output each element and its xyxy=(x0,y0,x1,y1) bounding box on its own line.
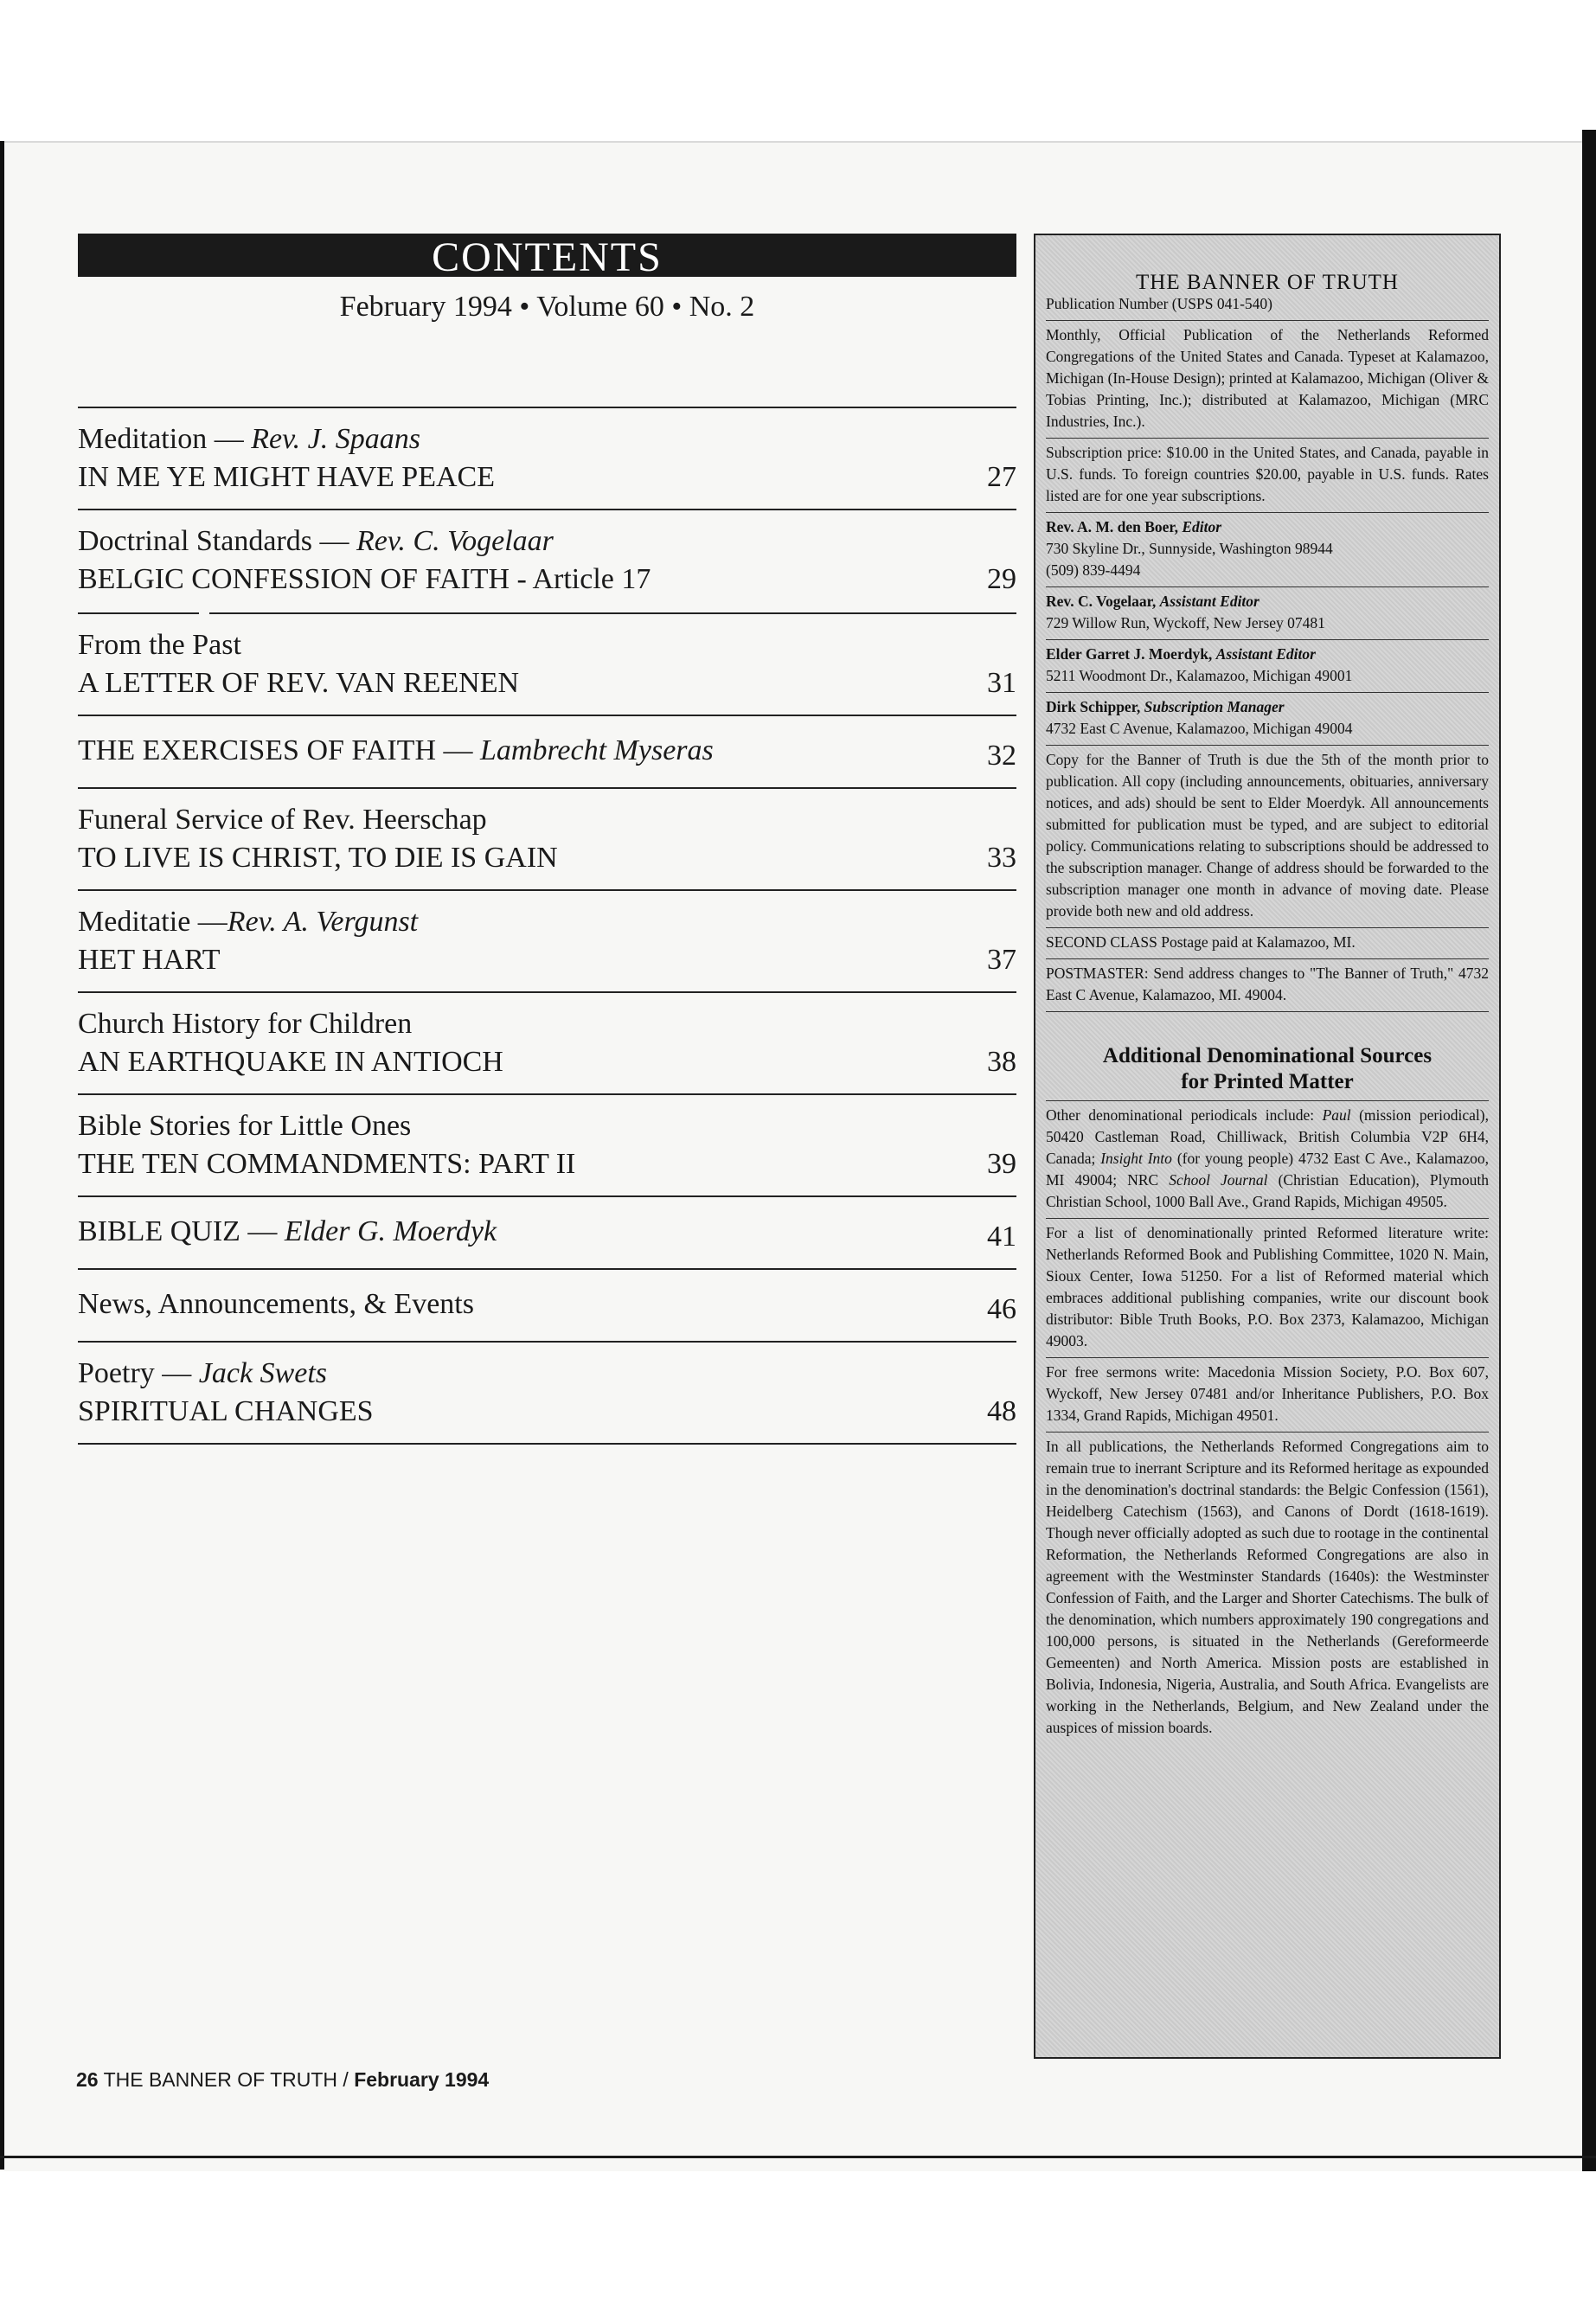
toc-entry-title: AN EARTHQUAKE IN ANTIOCH xyxy=(78,1046,503,1078)
contents-column xyxy=(78,234,1016,1445)
masthead-divider xyxy=(1046,745,1489,746)
masthead-divider xyxy=(1046,512,1489,513)
toc-entry-title: SPIRITUAL CHANGES xyxy=(78,1395,374,1427)
contents-title: CONTENTS xyxy=(78,234,1016,277)
publication-number: Publication Number (USPS 041-540) xyxy=(1046,295,1273,312)
toc-entry[interactable] xyxy=(78,1343,1016,1445)
toc-entry[interactable] xyxy=(78,510,1016,611)
issue-line: February 1994 • Volume 60 • No. 2 xyxy=(339,291,755,323)
toc-entry[interactable] xyxy=(78,1270,1016,1343)
scan-bottom-edge xyxy=(0,2156,1596,2158)
sermons-note: For free sermons write: Macedonia Mission Society, P.O. Box 607, Wyckoff, New Jersey 07481 and/or Inheritance Publishers, P.O. Box 1334, Grand Rapids, Michigan 49501. xyxy=(1046,1363,1489,1424)
toc-entry-title: IN ME YE MIGHT HAVE PEACE xyxy=(78,461,495,493)
doctrinal-statement: In all publications, the Netherlands Reformed Congregations aim to remain true to inerrant Scripture and its Reformed heritage as expounded in the denomination's doctrinal standards: the Belgic Confession (1561), Heidelberg Catechism (1563), and Canons of Dordt (1618-1619). Though never officially adopted as such due to rootage in the continental Reformation, the Netherlands Reformed Congregations are also in agreement with the Westminster Standards (1640s): the Westminster Confession of Faith, and the Larger and Shorter Catechisms. The bulk of the denomination, which numbers approximately 190 congregations and 100,000 persons, is situated in the Netherlands (Gereformeerde Gemeenten) and North America. Mission posts are established in Bolivia, Indonesia, Nigeria, Australia, and South Africa. Evangelists are working in the Netherlands, Belgium, and New Zealand under the auspices of mission boards. xyxy=(1046,1438,1489,1736)
masthead-divider xyxy=(1046,438,1489,439)
subscription-manager-contact: Dirk Schipper, Subscription Manager 4732 East C Avenue, Kalamazoo, Michigan 49004 xyxy=(1046,698,1353,737)
toc-entry[interactable] xyxy=(78,891,1016,993)
masthead-divider xyxy=(1046,320,1489,321)
masthead-divider xyxy=(1046,1432,1489,1433)
toc-entry-title: THE EXERCISES OF FAITH — Lambrecht Myseras xyxy=(78,734,714,766)
masthead-box xyxy=(1034,234,1501,2059)
toc-entry-page: 32 xyxy=(987,740,1016,772)
toc-entry-page: 27 xyxy=(987,461,1016,493)
sources-heading: Additional Denominational Sources for Printed Matter xyxy=(1102,1044,1433,1093)
masthead-divider xyxy=(1046,692,1489,693)
toc-entry-title: TO LIVE IS CHRIST, TO DIE IS GAIN xyxy=(78,842,558,874)
assistant-editor-contact: Elder Garret J. Moerdyk, Assistant Editor 5211 Woodmont Dr., Kalamazoo, Michigan 49001 xyxy=(1046,645,1353,684)
toc-entry-page: 46 xyxy=(987,1293,1016,1325)
assistant-editor-contact: Rev. C. Vogelaar, Assistant Editor 729 Willow Run, Wyckoff, New Jersey 07481 xyxy=(1046,593,1325,631)
toc-entry-page: 37 xyxy=(987,944,1016,976)
postmaster-note: POSTMASTER: Send address changes to "The Banner of Truth," 4732 East C Avenue, Kalamazoo, MI. 49004. xyxy=(1046,965,1489,1003)
masthead-divider xyxy=(1046,958,1489,959)
toc-entry[interactable] xyxy=(78,614,1016,716)
toc-entry-kicker: Poetry — Jack Swets xyxy=(78,1357,327,1389)
masthead-about: Monthly, Official Publication of the Netherlands Reformed Congregations of the United States and Canada. Typeset at Kalamazoo, Michigan (In-House Design); printed at Kalamazoo, Michigan (Oliver & Tobias Printing, Inc.); distributed at Kalamazoo, Michigan (MRC Industries, Inc.). xyxy=(1046,326,1489,430)
toc-entry-page: 29 xyxy=(987,563,1016,595)
toc-entry-kicker: Bible Stories for Little Ones xyxy=(78,1110,412,1142)
subscription-info: Subscription price: $10.00 in the United States, and Canada, payable in U.S. funds. To foreign countries $20.00, payable in U.S. funds. Rates listed are for one year subscriptions. xyxy=(1046,444,1489,504)
editor-contact: Rev. A. M. den Boer, Editor 730 Skyline Dr., Sunnyside, Washington 98944 (509) 839-4494 xyxy=(1046,518,1333,579)
masthead-title: THE BANNER OF TRUTH xyxy=(1136,271,1399,294)
masthead-divider xyxy=(1046,586,1489,587)
masthead-divider xyxy=(1046,1011,1489,1012)
scan-edge-right xyxy=(1582,130,1596,2171)
toc-entry-page: 39 xyxy=(987,1148,1016,1180)
toc-entry-title: HET HART xyxy=(78,944,221,976)
toc-entry-kicker: Church History for Children xyxy=(78,1008,413,1040)
masthead-divider xyxy=(1046,1357,1489,1358)
toc-entry-title: News, Announcements, & Events xyxy=(78,1288,474,1320)
toc-entry-page: 41 xyxy=(987,1221,1016,1253)
toc-entry-kicker: Funeral Service of Rev. Heerschap xyxy=(78,804,487,836)
toc-entry-page: 38 xyxy=(987,1046,1016,1078)
toc-entry-page: 48 xyxy=(987,1395,1016,1427)
masthead-divider xyxy=(1046,1218,1489,1219)
footer-page-number: 26 xyxy=(76,2068,99,2091)
footer-date: February 1994 xyxy=(354,2068,490,2091)
toc-entry[interactable] xyxy=(78,1095,1016,1197)
toc-entry-title: BIBLE QUIZ — Elder G. Moerdyk xyxy=(78,1215,497,1247)
toc-entry-kicker: Meditatie —Rev. A. Vergunst xyxy=(78,906,419,938)
masthead-divider xyxy=(1046,927,1489,928)
toc-entry-page: 33 xyxy=(987,842,1016,874)
masthead-divider xyxy=(1046,639,1489,640)
toc-entry-kicker: From the Past xyxy=(78,629,241,661)
toc-entry[interactable] xyxy=(78,408,1016,510)
toc-entry-kicker: Meditation — Rev. J. Spaans xyxy=(78,423,420,455)
toc-entry-title: A LETTER OF REV. VAN REENEN xyxy=(78,667,520,699)
toc-entry-title: THE TEN COMMANDMENTS: PART II xyxy=(78,1148,576,1180)
toc-entry[interactable] xyxy=(78,993,1016,1095)
footer-publication: THE BANNER OF TRUTH / xyxy=(98,2068,355,2091)
postage-note: SECOND CLASS Postage paid at Kalamazoo, MI. xyxy=(1046,933,1356,951)
toc-entry-title: BELGIC CONFESSION OF FAITH - Article 17 xyxy=(78,563,651,595)
toc-entry[interactable] xyxy=(78,789,1016,891)
page-footer xyxy=(76,2068,489,2092)
literature-note: For a list of denominationally printed Reformed literature write: Netherlands Reformed Book and Publishing Committee, 1020 N. Main, Sioux Center, Iowa 51250. For a list of Reformed material which embraces additional publishing companies, write our discount book distributor: Bible Truth Books, P.O. Box 2373, Kalamazoo, Michigan 49003. xyxy=(1046,1224,1489,1349)
toc-entry-kicker: Doctrinal Standards — Rev. C. Vogelaar xyxy=(78,525,554,557)
toc-entry-page: 31 xyxy=(987,667,1016,699)
masthead-divider xyxy=(1046,1100,1489,1101)
toc-entry[interactable] xyxy=(78,716,1016,789)
copy-deadline-note: Copy for the Banner of Truth is due the 5th of the month prior to publication. All copy (including announcements, obituaries, anniversary notices, and ads) should be sent to Elder Moerdyk. All announcements submitted for publication must be typed, and are subject to editorial policy. Communications relating to subscriptions should be addressed to the subscription manager. Change of address should be forwarded to the subscription manager one month in advance of moving date. Please provide both new and old address. xyxy=(1046,751,1489,920)
periodicals-note: Other denominational periodicals include: Paul (mission periodical), 50420 Castleman Road, Chilliwack, British Columbia V2P 6H4, Canada; Insight Into (for young people) 4732 East C Ave., Kalamazoo, MI 49004; NRC School Journal (Christian Education), Plymouth Christian School, 1000 Ball Ave., Grand Rapids, Michigan 49505. xyxy=(1046,1106,1489,1210)
scan-edge-left xyxy=(0,141,4,2170)
toc-entry[interactable] xyxy=(78,1197,1016,1270)
